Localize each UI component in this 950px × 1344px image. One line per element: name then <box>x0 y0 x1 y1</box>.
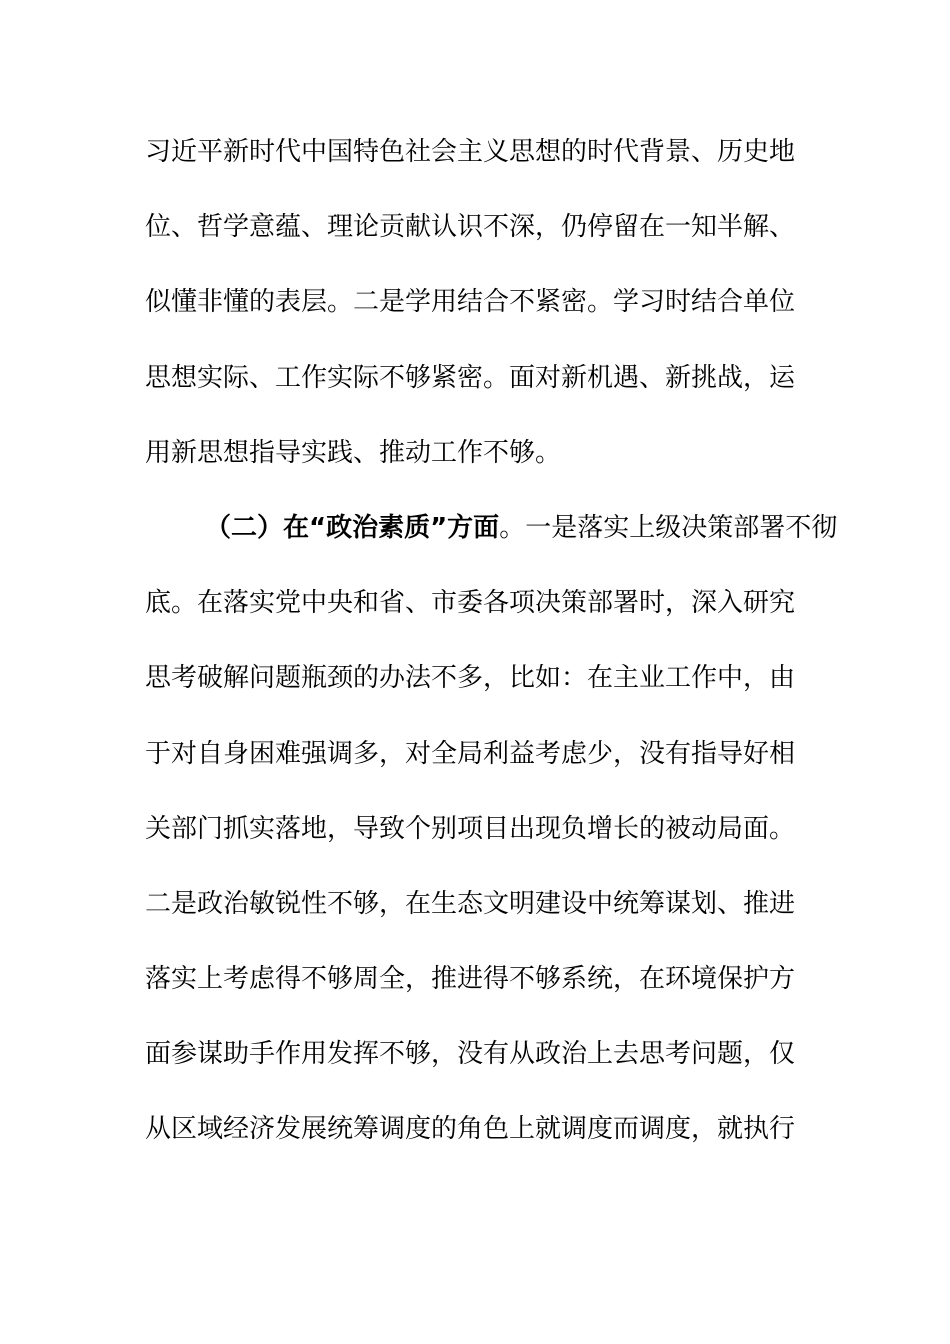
body-line: 思考破解问题瓶颈的办法不多，比如：在主业工作中，由 <box>145 663 796 694</box>
body-line: 从区域经济发展统筹调度的角色上就调度而调度，就执行 <box>145 1114 796 1145</box>
section-heading: （二）在“政治素质”方面 <box>205 512 500 543</box>
body-line: 位、哲学意蕴、理论贡献认识不深，仍停留在一知半解、 <box>145 212 796 243</box>
body-line: 习近平新时代中国特色社会主义思想的时代背景、历史地 <box>145 137 796 167</box>
body-line: 落实上考虑得不够周全，推进得不够系统，在环境保护方 <box>145 964 796 995</box>
body-line: 关部门抓实落地，导致个别项目出现负增长的被动局面。 <box>145 813 796 844</box>
body-line: 用新思想指导实践、推动工作不够。 <box>145 437 562 468</box>
body-line: 于对自身困难强调多，对全局利益考虑少，没有指导好相 <box>145 738 796 769</box>
body-line: 思想实际、工作实际不够紧密。面对新机遇、新挑战，运 <box>145 362 796 393</box>
body-text: 。一是落实上级决策部署不彻 <box>499 512 838 543</box>
section-heading-line <box>145 504 838 579</box>
body-line: 面参谋助手作用发挥不够，没有从政治上去思考问题，仅 <box>145 1039 796 1070</box>
body-line: 似懂非懂的表层。二是学用结合不紧密。学习时结合单位 <box>145 287 796 318</box>
body-line: 二是政治敏锐性不够，在生态文明建设中统筹谋划、推进 <box>145 888 796 919</box>
document-body <box>145 128 838 1181</box>
body-line: 底。在落实党中央和省、市委各项决策部署时，深入研究 <box>145 588 796 619</box>
